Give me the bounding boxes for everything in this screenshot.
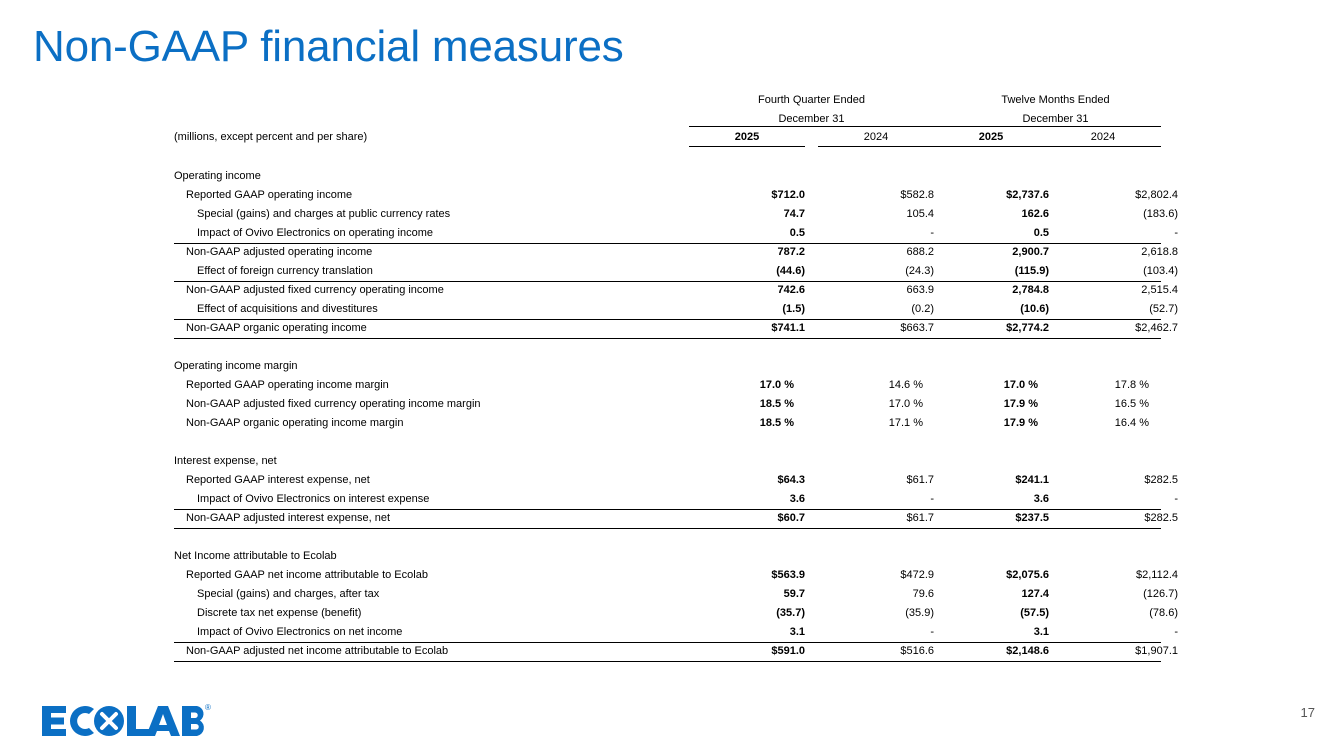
table-cell: 74.7: [783, 208, 805, 220]
section-title: Operating income: [174, 170, 261, 182]
row-label: Non-GAAP organic operating income: [186, 322, 367, 334]
group-header-quarter-line1: Fourth Quarter Ended: [757, 94, 865, 106]
row-label: Non-GAAP adjusted fixed currency operating income: [186, 284, 444, 296]
table-cell: 17.9 %: [1003, 398, 1038, 410]
table-cell: $663.7: [900, 322, 934, 334]
table-cell: 79.6: [912, 588, 934, 600]
section-title-row: [0, 548, 1333, 567]
table-row: [0, 586, 1333, 605]
table-cell: $563.9: [771, 569, 805, 581]
table-cell: 2,618.8: [1141, 246, 1178, 258]
table-cell: -: [930, 493, 934, 505]
table-cell: (1.5): [782, 303, 805, 315]
table-cell: $472.9: [900, 569, 934, 581]
row-label: Impact of Ovivo Electronics on operating income: [197, 227, 434, 239]
table-row: [0, 206, 1333, 225]
table-cell: 16.4 %: [1114, 417, 1149, 429]
column-header: 2024: [863, 131, 889, 143]
table-cell: (52.7): [1149, 303, 1178, 315]
table-row: [0, 415, 1333, 434]
table-row: [0, 491, 1333, 510]
row-label: Reported GAAP net income attributable to Ecolab: [186, 569, 428, 581]
table-cell: $2,112.4: [1135, 569, 1178, 581]
table-row: [0, 643, 1333, 662]
ecolab-logo-icon: [40, 701, 215, 741]
registered-mark: ®: [205, 703, 211, 712]
table-row: [0, 225, 1333, 244]
table-cell: 17.9 %: [1003, 417, 1038, 429]
table-cell: $60.7: [777, 512, 805, 524]
table-cell: 688.2: [906, 246, 934, 258]
table-row: [0, 187, 1333, 206]
table-cell: 17.0 %: [888, 398, 923, 410]
table-cell: $2,148.6: [1006, 645, 1049, 657]
table-cell: $282.5: [1144, 512, 1178, 524]
row-label: Effect of foreign currency translation: [197, 265, 373, 277]
table-cell: 14.6 %: [888, 379, 923, 391]
row-label: Reported GAAP operating income: [186, 189, 353, 201]
table-row: [0, 244, 1333, 263]
table-cell: $2,462.7: [1135, 322, 1178, 334]
table-cell: 18.5 %: [759, 417, 794, 429]
table-cell: 17.0 %: [1003, 379, 1038, 391]
table-cell: (44.6): [776, 265, 805, 277]
table-cell: $591.0: [771, 645, 805, 657]
table-cell: 3.6: [1033, 493, 1049, 505]
table-cell: 3.1: [789, 626, 805, 638]
table-cell: 17.8 %: [1114, 379, 1149, 391]
table-cell: -: [1174, 493, 1178, 505]
group-underline-quarter: [689, 126, 934, 127]
section-title-row: [0, 453, 1333, 472]
row-label: Reported GAAP operating income margin: [186, 379, 389, 391]
table-cell: 18.5 %: [759, 398, 794, 410]
table-cell: -: [930, 626, 934, 638]
table-cell: (78.6): [1149, 607, 1178, 619]
table-cell: 0.5: [789, 227, 805, 239]
page-number: 17: [1300, 705, 1315, 720]
table-cell: -: [1174, 626, 1178, 638]
table-cell: $741.1: [771, 322, 805, 334]
table-cell: $2,774.2: [1006, 322, 1049, 334]
total-line: [174, 528, 1161, 529]
table-row: [0, 320, 1333, 339]
row-label: Impact of Ovivo Electronics on net income: [197, 626, 403, 638]
table-cell: (24.3): [905, 265, 934, 277]
table-row: [0, 472, 1333, 491]
section-title: Operating income margin: [174, 360, 298, 372]
table-cell: -: [930, 227, 934, 239]
table-cell: $2,075.6: [1006, 569, 1049, 581]
table-cell: 3.6: [789, 493, 805, 505]
table-row: [0, 510, 1333, 529]
total-line: [174, 338, 1161, 339]
table-cell: 787.2: [777, 246, 805, 258]
table-cell: (57.5): [1020, 607, 1049, 619]
row-label: Non-GAAP adjusted operating income: [186, 246, 373, 258]
table-cell: 59.7: [783, 588, 805, 600]
table-cell: 3.1: [1033, 626, 1049, 638]
table-cell: (35.9): [905, 607, 934, 619]
ecolab-logo: [40, 701, 215, 746]
table-cell: 663.9: [906, 284, 934, 296]
units-label: (millions, except percent and per share): [174, 131, 368, 143]
table-cell: $61.7: [906, 512, 934, 524]
table-cell: (0.2): [911, 303, 934, 315]
table-cell: (103.4): [1143, 265, 1178, 277]
table-cell: 2,515.4: [1141, 284, 1178, 296]
column-header-underline: [1045, 146, 1161, 147]
row-label: Reported GAAP interest expense, net: [186, 474, 370, 486]
table-row: [0, 396, 1333, 415]
table-cell: $241.1: [1015, 474, 1049, 486]
row-label: Non-GAAP adjusted net income attributable to Ecolab: [186, 645, 449, 657]
row-label: Effect of acquisitions and divestitures: [197, 303, 378, 315]
table-cell: -: [1174, 227, 1178, 239]
row-label: Impact of Ovivo Electronics on interest expense: [197, 493, 430, 505]
group-header-year-line2: December 31: [1022, 113, 1089, 125]
section-title: Net Income attributable to Ecolab: [174, 550, 337, 562]
row-label: Special (gains) and charges at public currency rates: [197, 208, 451, 220]
total-line: [174, 661, 1161, 662]
table-cell: $61.7: [906, 474, 934, 486]
table-cell: 17.0 %: [759, 379, 794, 391]
group-underline-year: [933, 126, 1161, 127]
table-cell: $1,907.1: [1135, 645, 1178, 657]
table-row: [0, 567, 1333, 586]
table-cell: 2,784.8: [1012, 284, 1049, 296]
table-cell: 2,900.7: [1012, 246, 1049, 258]
table-cell: (35.7): [776, 607, 805, 619]
row-label: Discrete tax net expense (benefit): [197, 607, 362, 619]
table-cell: 16.5 %: [1114, 398, 1149, 410]
table-cell: $582.8: [900, 189, 934, 201]
table-cell: $2,737.6: [1006, 189, 1049, 201]
group-header-year-line1: Twelve Months Ended: [1001, 94, 1110, 106]
section-title-row: [0, 358, 1333, 377]
column-header: 2025: [734, 131, 760, 143]
table-row: [0, 301, 1333, 320]
row-label: Non-GAAP organic operating income margin: [186, 417, 404, 429]
table-cell: 127.4: [1021, 588, 1049, 600]
row-label: Non-GAAP adjusted fixed currency operating income margin: [186, 398, 481, 410]
table-row: [0, 624, 1333, 643]
section-title-row: [0, 168, 1333, 187]
table-cell: 0.5: [1033, 227, 1049, 239]
table-cell: 162.6: [1021, 208, 1049, 220]
table-cell: 17.1 %: [888, 417, 923, 429]
column-header-underline: [933, 146, 1049, 147]
row-label: Non-GAAP adjusted interest expense, net: [186, 512, 391, 524]
table-cell: $2,802.4: [1135, 189, 1178, 201]
table-row: [0, 263, 1333, 282]
table-cell: $64.3: [777, 474, 805, 486]
table-cell: 105.4: [906, 208, 934, 220]
table-cell: (183.6): [1143, 208, 1178, 220]
group-header-quarter-line2: December 31: [778, 113, 845, 125]
column-header: 2024: [1090, 131, 1116, 143]
table-row: [0, 377, 1333, 396]
table-cell: (10.6): [1020, 303, 1049, 315]
column-header-underline: [818, 146, 934, 147]
page-title: Non-GAAP financial measures: [33, 22, 624, 71]
column-header: 2025: [978, 131, 1004, 143]
table-cell: $282.5: [1144, 474, 1178, 486]
table-row: [0, 605, 1333, 624]
table-cell: (115.9): [1014, 265, 1049, 277]
table-cell: 742.6: [777, 284, 805, 296]
table-cell: $237.5: [1015, 512, 1049, 524]
section-title: Interest expense, net: [174, 455, 277, 467]
column-header-underline: [689, 146, 805, 147]
table-row: [0, 282, 1333, 301]
table-cell: (126.7): [1143, 588, 1178, 600]
table-cell: $516.6: [900, 645, 934, 657]
row-label: Special (gains) and charges, after tax: [197, 588, 380, 600]
table-cell: $712.0: [771, 189, 805, 201]
